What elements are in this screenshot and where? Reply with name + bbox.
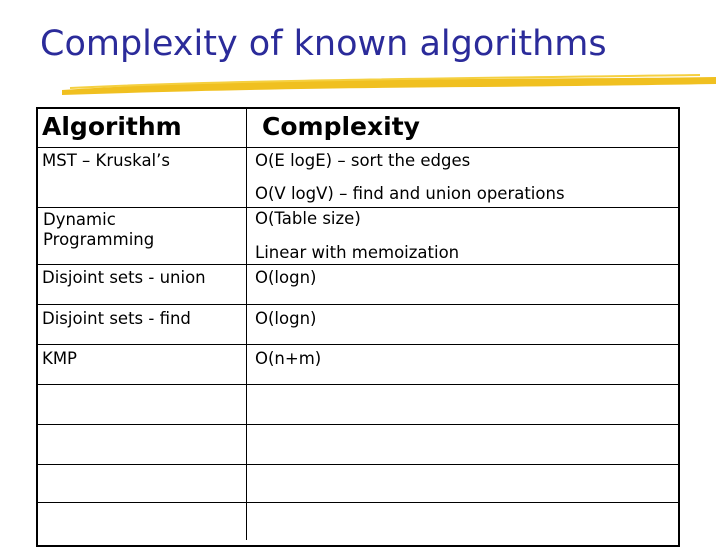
table-row-divider: [36, 502, 680, 503]
table-row-divider: [36, 304, 680, 305]
table-row-divider: [36, 384, 680, 385]
table-row-divider: [36, 424, 680, 425]
table-cell-algorithm: MST – Kruskal’s: [42, 151, 170, 170]
table-cell-algorithm: Dynamic: [43, 210, 116, 229]
table-row-divider: [36, 464, 680, 465]
table-row-divider: [36, 264, 680, 265]
table-cell-complexity: O(logn): [255, 268, 317, 287]
table-cell-complexity: O(E logE) – sort the edges: [255, 151, 471, 170]
table-cell-algorithm: Disjoint sets - union: [42, 268, 206, 287]
table-cell-algorithm: Programming: [43, 230, 155, 249]
column-header-algorithm: Algorithm: [42, 112, 182, 141]
table-row-divider: [36, 344, 680, 345]
table-cell-complexity: O(n+m): [255, 349, 322, 368]
table-cell-complexity: O(Table size): [255, 209, 361, 228]
table-cell-complexity: Linear with memoization: [255, 243, 460, 262]
table-row-divider: [36, 147, 680, 148]
table-cell-algorithm: Disjoint sets - find: [42, 309, 191, 328]
table-column-divider: [246, 107, 247, 540]
table-cell-complexity: O(logn): [255, 309, 317, 328]
table-row-divider: [36, 207, 680, 208]
slide-title: Complexity of known algorithms: [40, 24, 607, 64]
table-cell-algorithm: KMP: [42, 349, 78, 368]
table-cell-complexity: O(V logV) – find and union operations: [255, 184, 565, 203]
title-underline-decoration: [60, 72, 720, 98]
column-header-complexity: Complexity: [262, 112, 420, 141]
